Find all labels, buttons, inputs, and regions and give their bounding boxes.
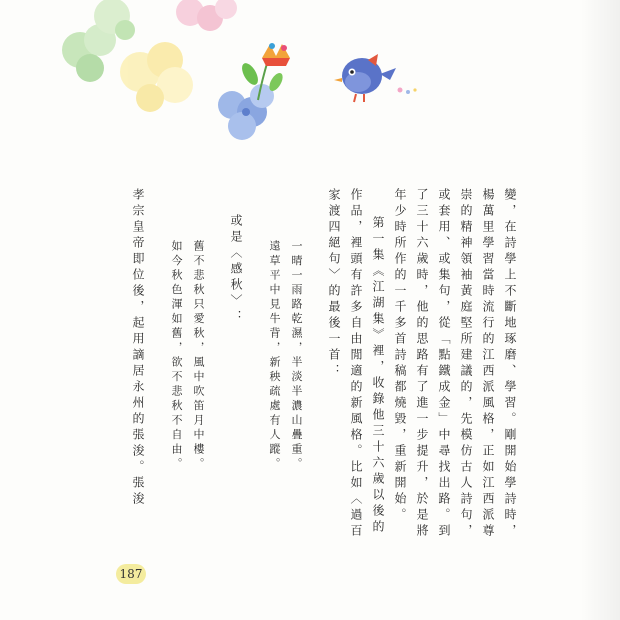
body-column: 變，在詩學上不斷地琢磨、學習。剛開始學詩時，: [503, 188, 517, 540]
page-number: 187: [116, 564, 146, 584]
body-column: 第一集《江湖集》裡，收錄他三十六歲以後的: [371, 216, 385, 536]
body-column: 楊萬里學習當時流行的江西派風格，正如江西派尊: [481, 188, 495, 540]
poem-intro: 或是〈感秋〉：: [229, 214, 243, 326]
poem-line: 遠草平中見牛背，新秧疏處有人蹤。: [268, 240, 281, 472]
column-spacer: [248, 188, 262, 568]
vertical-text-body: [100, 188, 520, 568]
poem-line: 如今秋色渾如舊，欲不悲秋不自由。: [170, 240, 183, 472]
body-column: 作品，裡頭有許多自由閒適的新風格。比如〈過百: [349, 188, 363, 540]
floral-illustration: [0, 0, 620, 160]
column-spacer: [210, 188, 224, 568]
body-column: 年少時所作的一千多首詩稿都燒毀，重新開始。: [393, 188, 407, 524]
trail-dots: [398, 88, 417, 95]
body-column: 孝宗皇帝即位後，起用謫居永州的張浚。張浚: [131, 188, 145, 508]
bird-icon: [334, 54, 396, 102]
column-spacer: [308, 188, 322, 568]
body-column: 了三十六歲時，他的思路有了進一步提升，於是將: [415, 188, 429, 540]
body-column: 崇的精神領袖黃庭堅所建議的，先模仿古人詩句，: [459, 188, 473, 540]
column-spacer: [150, 188, 164, 568]
poem-line: 一晴一雨路乾濕，半淡半濃山疊重。: [290, 240, 303, 472]
pink-flower-icon: [176, 0, 237, 31]
body-column: 家渡四絕句〉的最後一首：: [327, 188, 341, 380]
yellow-flower-icon: [120, 42, 193, 112]
body-column: 或套用、或集句，從「點鐵成金」中尋找出路。到: [437, 188, 451, 540]
poem-line: 舊不悲秋只愛秋，風中吹笛月中樓。: [192, 240, 205, 472]
tulip-icon: [262, 43, 290, 66]
blue-flower-icon: [218, 84, 274, 140]
